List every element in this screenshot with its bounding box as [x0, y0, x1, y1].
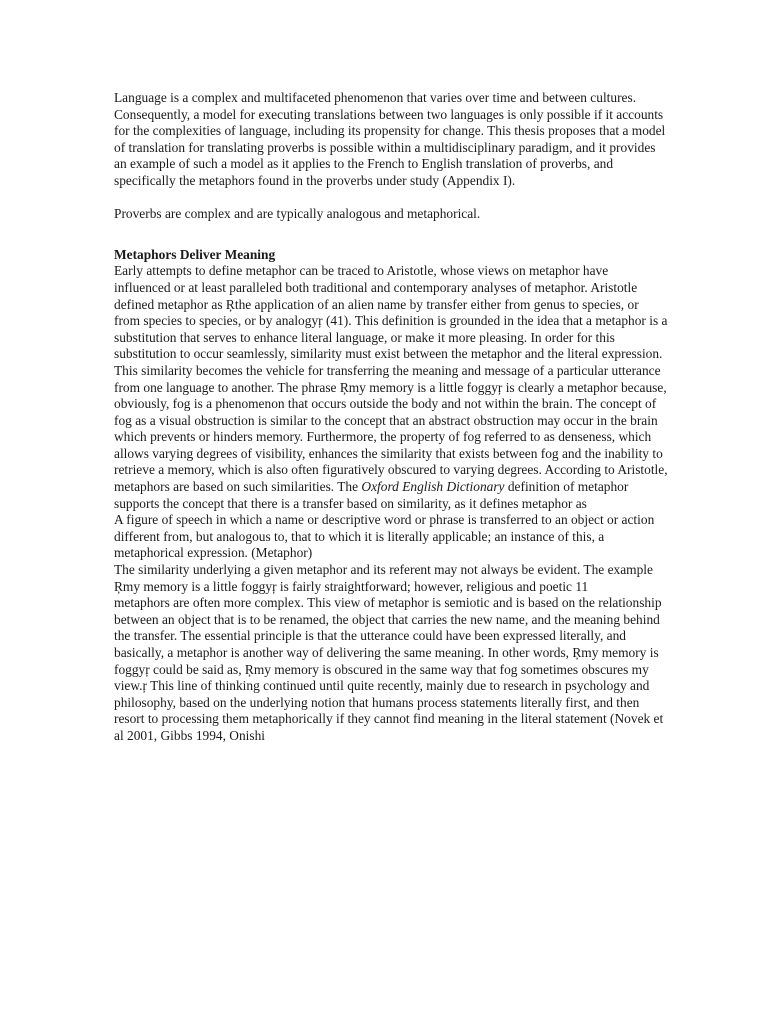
body-text-part2: definition of metaphor supports the concept that there is a transfer based on similarity, as it defines metaphor as [114, 479, 629, 511]
section-heading: Metaphors Deliver Meaning [114, 246, 276, 262]
body-paragraph-semiotic: metaphors are often more complex. This view of metaphor is semiotic and is based on the relationship between an object that is to be renamed, the object that carries the new name, and the meaning behind the transfer. The essential principle is that the utterance could have been expressed literally, and basically, a metaphor is another way of delivering the same meaning. In other words, Ŗmy memory is foggyŗ could be said as, Ŗmy memory is obscured in the same way that fog sometimes obscures my view.ŗ This line of thinking continued until quite recently, mainly due to research in psychology and philosophy, based on the underlying notion that humans process statements literally first, and then resort to processing them metaphorically if they cannot find meaning in the literal statement (Novek et al 2001, Gibbs 1994, Onishi [114, 595, 664, 743]
body-paragraph-similarity: The similarity underlying a given metaphor and its referent may not always be evident. The example Ŗmy memory is a little foggyŗ is fairly straightforward; however, religious and poetic 11 [114, 562, 653, 594]
body-paragraph-aristotle [114, 263, 668, 512]
intro-paragraph: Language is a complex and multifaceted phenomenon that varies over time and between cultures. Consequently, a model for executing translations between two languages is only possible if it accounts for the complexities of language, including its propensity for change. This thesis proposes that a model of translation for translating proverbs is possible within a multidisciplinary paradigm, and it provides an example of such a model as it applies to the French to English translation of proverbs, and specifically the metaphors found in the proverbs under study (Appendix I). [114, 90, 666, 188]
oed-title: Oxford English Dictionary [361, 479, 505, 495]
body-text-part1: Early attempts to define metaphor can be traced to Aristotle, whose views on metaphor have influenced or at least paralleled both traditional and contemporary analyses of metaphor. Aristotle defined metaphor as Ŗthe application of an alien name by transfer either from genus to species, or from species to species, or by analogyŗ (41). This definition is grounded in the idea that a metaphor is a substitution that serves to enhance literal language, or make it more pleasing. In order for this substitution to occur seamlessly, similarity must exist between the metaphor and the literal expression. This similarity becomes the vehicle for transferring the meaning and message of a particular utterance from one language to another. The phrase Ŗmy memory is a little foggyŗ is clearly a metaphor because, obviously, fog is a phenomenon that occurs outside the body and not within the brain. The concept of fog as a visual obstruction is similar to the concept that an abstract obstruction may occur in the brain which prevents or hinders memory. Furthermore, the property of fog referred to as denseness, which allows varying degrees of visibility, enhances the similarity that exists between fog and the inability to retrieve a memory, which is also often figuratively obscured to varying degrees. According to Aristotle, metaphors are based on such similarities. The [114, 263, 668, 495]
block-quote: A figure of speech in which a name or descriptive word or phrase is transferred to an object or action different from, but analogous to, that to which it is literally applicable; an instance of this, a metaphorical expression. (Metaphor) [114, 512, 655, 561]
proverbs-paragraph: Proverbs are complex and are typically analogous and metaphorical. [114, 206, 481, 222]
